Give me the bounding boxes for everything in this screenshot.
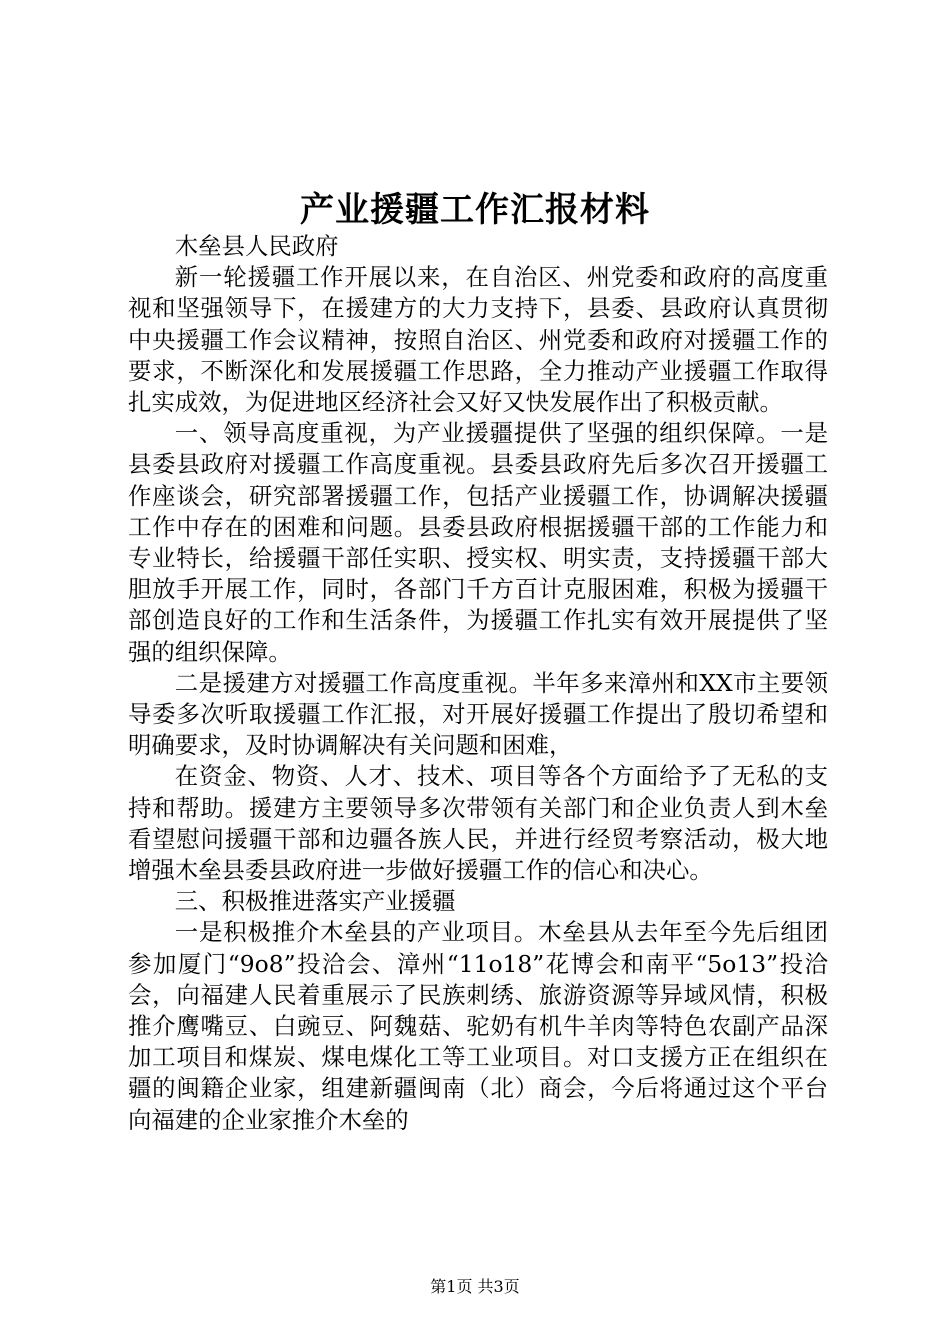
document-title: 产业援疆工作汇报材料 <box>300 190 650 230</box>
author-line: 木垒县人民政府 <box>174 232 339 260</box>
paragraph-section-1-b: 二是援建方对援疆工作高度重视。半年多来漳州和XX市主要领导委多次听取援疆工作汇报，对开展好援疆工作提出了殷切希望和明确要求，及时协调解决有关问题和困难， <box>128 668 828 760</box>
paragraph-section-1-c: 在资金、物资、人才、技术、项目等各个方面给予了无私的支持和帮助。援建方主要领导多次带领有关部门和企业负责人到木垒看望慰问援疆干部和边疆各族人民，并进行经贸考察活动，极大地增强木垒县委县政府进一步做好援疆工作的信心和决心。 <box>128 762 828 885</box>
page-footer: 第1页 共3页 <box>430 1277 520 1296</box>
section-heading-3: 三、积极推进落实产业援疆 <box>174 887 456 916</box>
document-body <box>128 231 828 1136</box>
paragraph-intro: 新一轮援疆工作开展以来，在自治区、州党委和政府的高度重视和坚强领导下，在援建方的大力支持下，县委、县政府认真贯彻中央援疆工作会议精神，按照自治区、州党委和政府对援疆工作的要求，不断深化和发展援疆工作思路，全力推动产业援疆工作取得扎实成效，为促进地区经济社会又好又快发展作出了积极贡献。 <box>128 263 828 417</box>
paragraph-section-3: 一是积极推介木垒县的产业项目。木垒县从去年至今先后组团参加厦门“9o8”投洽会、漳州“11o18”花博会和南平“5o13”投洽会，向福建人民着重展示了民族刺绣、旅游资源等异域风情，积极推介鹰嘴豆、白豌豆、阿魏菇、驼奶有机牛羊肉等特色农副产品深加工项目和煤炭、煤电煤化工等工业项目。对口支援方正在组织在疆的闽籍企业家，组建新疆闽南（北）商会，今后将通过这个平台向福建的企业家推介木垒的 <box>128 918 828 1134</box>
paragraph-section-1: 一、领导高度重视，为产业援疆提供了坚强的组织保障。一是县委县政府对援疆工作高度重视。县委县政府先后多次召开援疆工作座谈会，研究部署援疆工作，包括产业援疆工作，协调解决援疆工作中存在的困难和问题。县委县政府根据援疆干部的工作能力和专业特长，给援疆干部任实职、授实权、明实责，支持援疆干部大胆放手开展工作，同时，各部门千方百计克服困难，积极为援疆干部创造良好的工作和生活条件，为援疆工作扎实有效开展提供了坚强的组织保障。 <box>128 419 828 666</box>
